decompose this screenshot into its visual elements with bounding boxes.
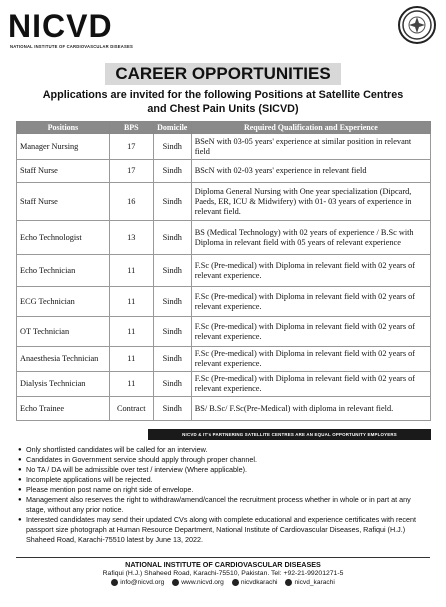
notes-list	[18, 445, 432, 545]
facebook-contact[interactable]	[232, 578, 278, 587]
table-row	[17, 134, 431, 160]
nicvd-logo: NICVD	[8, 8, 113, 44]
cell-requirement: F.Sc (Pre-medical) with Diploma in relevant field with 02 years of relevant experience.	[191, 372, 430, 397]
cell-bps: 17	[109, 134, 153, 160]
table-row	[17, 160, 431, 183]
cell-position: Echo Trainee	[17, 397, 110, 421]
cell-bps: 11	[109, 287, 153, 317]
cell-requirement: BS/ B.Sc/ F.Sc(Pre-Medical) with diploma in relevant field.	[191, 397, 430, 421]
cell-position: Anaesthesia Technician	[17, 347, 110, 372]
table-row	[17, 221, 431, 255]
table-row	[17, 183, 431, 221]
cell-position: ECG Technician	[17, 287, 110, 317]
page-header	[0, 0, 446, 60]
logo-subtitle: NATIONAL INSTITUTE OF CARDIOVASCULAR DISEASES	[10, 44, 133, 49]
cell-domicile: Sindh	[153, 221, 191, 255]
cell-requirement: BSeN with 03-05 years' experience at similar position in relevant field	[191, 134, 430, 160]
table-row	[17, 347, 431, 372]
cell-position: Staff Nurse	[17, 160, 110, 183]
header-positions: Positions	[17, 122, 110, 134]
footer-divider	[16, 557, 430, 558]
table-row	[17, 397, 431, 421]
cell-requirement: F.Sc (Pre-medical) with Diploma in relevant field with 02 years of relevant experience.	[191, 287, 430, 317]
email-text: info@nicvd.org	[120, 579, 165, 586]
page-footer	[0, 560, 446, 587]
twitter-text: nicvd_karachi	[294, 579, 335, 586]
footer-contacts	[0, 578, 446, 587]
cell-position: Staff Nurse	[17, 183, 110, 221]
header-domicile: Domicile	[153, 122, 191, 134]
cell-bps: 11	[109, 347, 153, 372]
intro-line-2: and Chest Pain Units (SICVD)	[147, 103, 299, 115]
cell-domicile: Sindh	[153, 287, 191, 317]
cell-position: Echo Technician	[17, 255, 110, 287]
cell-domicile: Sindh	[153, 347, 191, 372]
footer-address: Rafiqui (H.J.) Shaheed Road, Karachi-75510, Pakistan. Tel: +92-21-99201271-5	[102, 570, 344, 577]
cell-bps: 11	[109, 372, 153, 397]
cell-position: Echo Technologist	[17, 221, 110, 255]
table-header-row	[17, 122, 431, 134]
cell-domicile: Sindh	[153, 372, 191, 397]
cell-position: Manager Nursing	[17, 134, 110, 160]
cell-bps: 17	[109, 160, 153, 183]
table-row	[17, 317, 431, 347]
cell-domicile: Sindh	[153, 134, 191, 160]
table-row	[17, 372, 431, 397]
twitter-icon	[285, 579, 292, 586]
header-requirement: Required Qualification and Experience	[191, 122, 430, 134]
positions-table	[16, 121, 431, 421]
website-contact[interactable]	[172, 578, 224, 587]
cell-domicile: Sindh	[153, 160, 191, 183]
list-item: ● No TA / DA will be admissible over test / interview (Where applicable).	[18, 465, 432, 475]
cell-bps: 16	[109, 183, 153, 221]
equal-opportunity-banner: NICVD & IT's PARTNERING SATELLITE CENTRES ARE AN EQUAL OPPORTUNITY EMPLOYERS	[148, 429, 431, 440]
cell-requirement: F.Sc (Pre-medical) with Diploma in relevant field with 02 years of relevant experience.	[191, 347, 430, 372]
cell-bps: 11	[109, 317, 153, 347]
cell-bps: 13	[109, 221, 153, 255]
list-item: ● Candidates in Government service should apply through proper channel.	[18, 455, 432, 465]
list-item: ● Interested candidates may send their updated CVs along with complete educational and experience certificates with recent passport size photograph at Human Resource Department, National Institute of Cardiovascular Diseases, Rafiqui (H.J.) Shaheed Road, Karachi-75510 latest by June 13, 2022.	[18, 515, 432, 545]
cell-requirement: Diploma General Nursing with One year specialization (Dipcard, Paeds, ER, ICU & Midwifery) with 01- 03 years of experience in relevant field.	[191, 183, 430, 221]
cell-bps: 11	[109, 255, 153, 287]
cell-position: OT Technician	[17, 317, 110, 347]
cell-position: Dialysis Technician	[17, 372, 110, 397]
government-seal-icon	[398, 6, 436, 44]
cell-domicile: Sindh	[153, 397, 191, 421]
cell-requirement: F.Sc (Pre-medical) with Diploma in relevant field with 02 years of relevant experience.	[191, 317, 430, 347]
cell-domicile: Sindh	[153, 317, 191, 347]
cell-domicile: Sindh	[153, 183, 191, 221]
cell-requirement: F.Sc (Pre-medical) with Diploma in relevant field with 02 years of relevant experience.	[191, 255, 430, 287]
table-row	[17, 255, 431, 287]
cell-domicile: Sindh	[153, 255, 191, 287]
cell-requirement: BS (Medical Technology) with 02 years of experience / B.Sc with Diploma in relevant field with 05 years of relevant experience	[191, 221, 430, 255]
facebook-icon	[232, 579, 239, 586]
page-title: CAREER OPPORTUNITIES	[105, 63, 341, 85]
footer-org-name: NATIONAL INSTITUTE OF CARDIOVASCULAR DISEASES	[125, 560, 321, 569]
list-item: ● Incomplete applications will be rejected.	[18, 475, 432, 485]
globe-icon	[172, 579, 179, 586]
header-bps: BPS	[109, 122, 153, 134]
facebook-text: nicvdkarachi	[240, 579, 278, 586]
table-row	[17, 287, 431, 317]
email-icon	[111, 579, 118, 586]
list-item: ● Only shortlisted candidates will be called for an interview.	[18, 445, 432, 455]
intro-line-1: Applications are invited for the following Positions at Satellite Centres	[42, 89, 404, 101]
intro-text	[20, 88, 426, 116]
cell-requirement: BScN with 02-03 years' experience in relevant field	[191, 160, 430, 183]
email-contact[interactable]	[111, 578, 164, 587]
website-text: www.nicvd.org	[181, 579, 224, 586]
list-item: ● Please mention post name on right side of envelope.	[18, 485, 432, 495]
twitter-contact[interactable]	[285, 578, 334, 587]
list-item: ● Management also reserves the right to withdraw/amend/cancel the recruitment process whether in whole or in part at any stage, without any prior notice.	[18, 495, 432, 515]
cell-bps: Contract	[109, 397, 153, 421]
